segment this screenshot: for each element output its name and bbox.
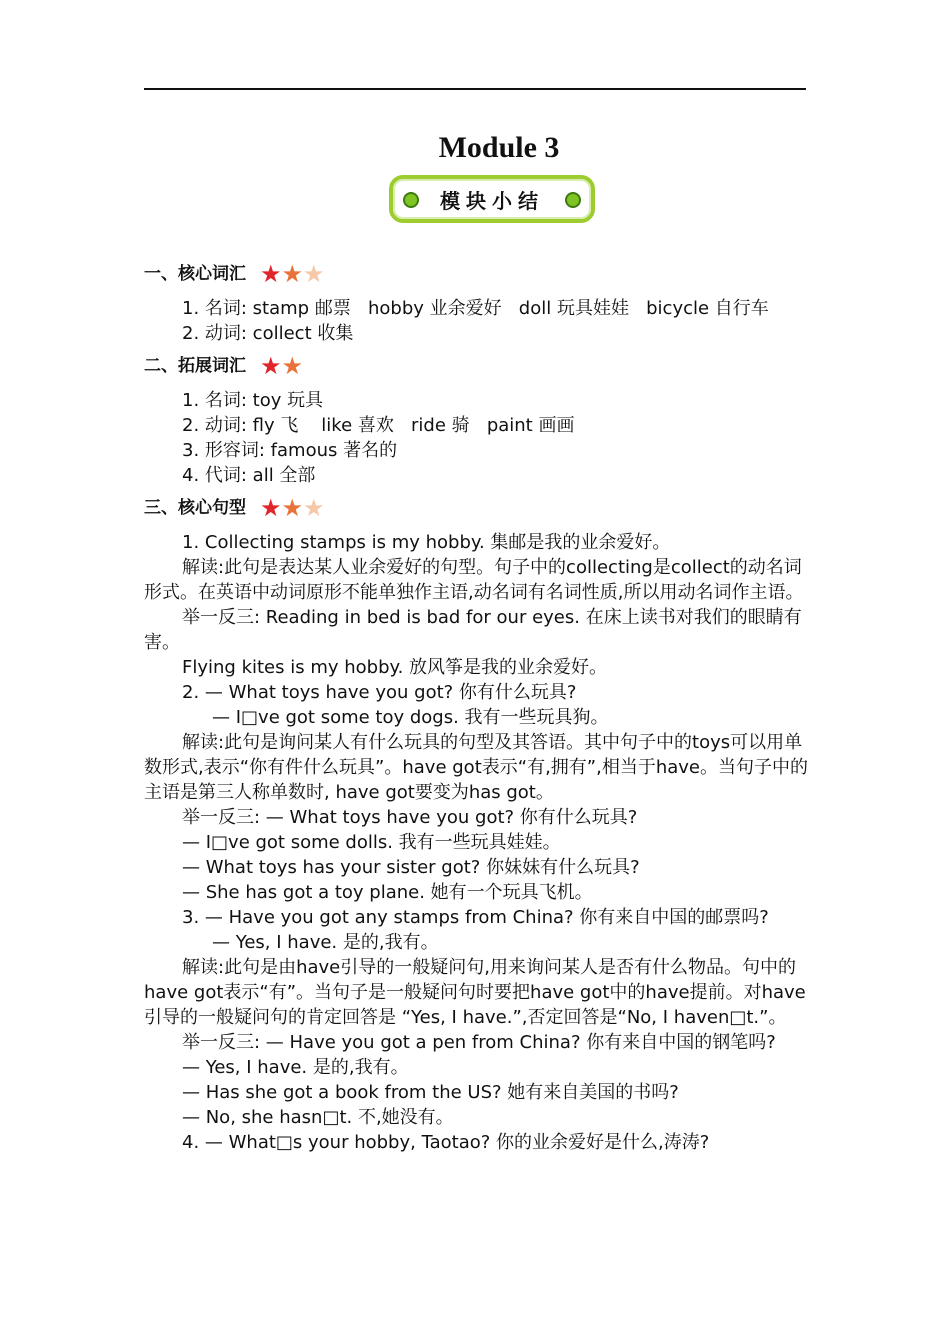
star-icon: ★ [281,494,304,522]
explanation-paragraph: 解读:此句是由have引导的一般疑问句,用来询问某人是否有什么物品。句中的have got表示“有”。当句子是一般疑问句时要把have got中的have提前。对have引导的一般疑问句的肯定回答是 “Yes, I have.”,否定回答是“No, I haven□t.”。 [144,957,806,1028]
example-line: 举一反三: — Have you got a pen from China? 你有来自中国的钢笔吗? [182,1032,776,1053]
sentence-line: 2. — What toys have you got? 你有什么玩具? [182,682,577,703]
rating-stars [260,354,303,378]
section-title: 二、拓展词汇 [144,355,246,376]
sentence-line: 4. — What□s your hobby, Taotao? 你的业余爱好是什么,涛涛? [182,1132,710,1153]
example-line: — Has she got a book from the US? 她有来自美国的书吗? [182,1082,679,1103]
rating-stars [260,262,325,286]
explanation-paragraph: 解读:此句是表达某人业余爱好的句型。句子中的collecting是collect的动名词形式。在英语中动词原形不能单独作主语,动名词有名词性质,所以用动名词作主语。 [144,557,804,603]
example-line: Flying kites is my hobby. 放风筝是我的业余爱好。 [182,657,608,678]
summary-badge [389,175,595,223]
page-title: Module 3 [438,131,560,164]
vocab-line: 4. 代词: all 全部 [182,465,316,486]
vocab-line: 2. 动词: fly 飞 like 喜欢 ride 骑 paint 画画 [182,415,575,436]
vocab-line: 3. 形容词: famous 著名的 [182,440,398,461]
example-line: — She has got a toy plane. 她有一个玩具飞机。 [182,882,593,903]
example-paragraph: 举一反三: Reading in bed is bad for our eyes. 在床上读书对我们的眼睛有害。 [144,607,802,653]
badge-dot-icon [403,192,419,208]
rating-stars [260,496,325,520]
content [144,258,812,1155]
vocab-line: 2. 动词: collect 收集 [182,323,354,344]
star-icon: ★ [260,352,282,380]
section-title: 三、核心句型 [144,497,246,518]
star-icon: ★ [260,260,282,288]
example-line: — Yes, I have. 是的,我有。 [182,1057,409,1078]
section-heading-extended-vocab [144,350,812,382]
vocab-line: 1. 名词: stamp 邮票 hobby 业余爱好 doll 玩具娃娃 bicycle 自行车 [182,298,769,319]
header-rule [144,88,806,90]
sentence-line: 1. Collecting stamps is my hobby. 集邮是我的业余爱好。 [182,532,671,553]
badge-label: 模块小结 [440,188,544,213]
badge-dot-icon [565,192,581,208]
example-line: — No, she hasn□t. 不,她没有。 [182,1107,454,1128]
star-icon: ★ [260,494,282,522]
sentence-line: — Yes, I have. 是的,我有。 [212,932,439,953]
example-line: — I□ve got some dolls. 我有一些玩具娃娃。 [182,832,561,853]
explanation-paragraph: 解读:此句是询问某人有什么玩具的句型及其答语。其中句子中的toys可以用单数形式,表示“你有件什么玩具”。have got表示“有,拥有”,相当于have。当句子中的主语是第三人称单数时, have got要变为has got。 [144,732,809,803]
star-icon: ★ [303,494,325,522]
section-heading-core-vocab [144,258,812,290]
example-line: 举一反三: — What toys have you got? 你有什么玩具? [182,807,638,828]
vocab-line: 1. 名词: toy 玩具 [182,390,324,411]
example-line: — What toys has your sister got? 你妹妹有什么玩具? [182,857,640,878]
star-icon: ★ [303,260,325,288]
star-icon: ★ [281,260,304,288]
sentence-line: — I□ve got some toy dogs. 我有一些玩具狗。 [212,707,609,728]
section-heading-core-sentences [144,492,812,524]
star-icon: ★ [281,352,304,380]
section-title: 一、核心词汇 [144,263,246,284]
sentence-line: 3. — Have you got any stamps from China? 你有来自中国的邮票吗? [182,907,769,928]
